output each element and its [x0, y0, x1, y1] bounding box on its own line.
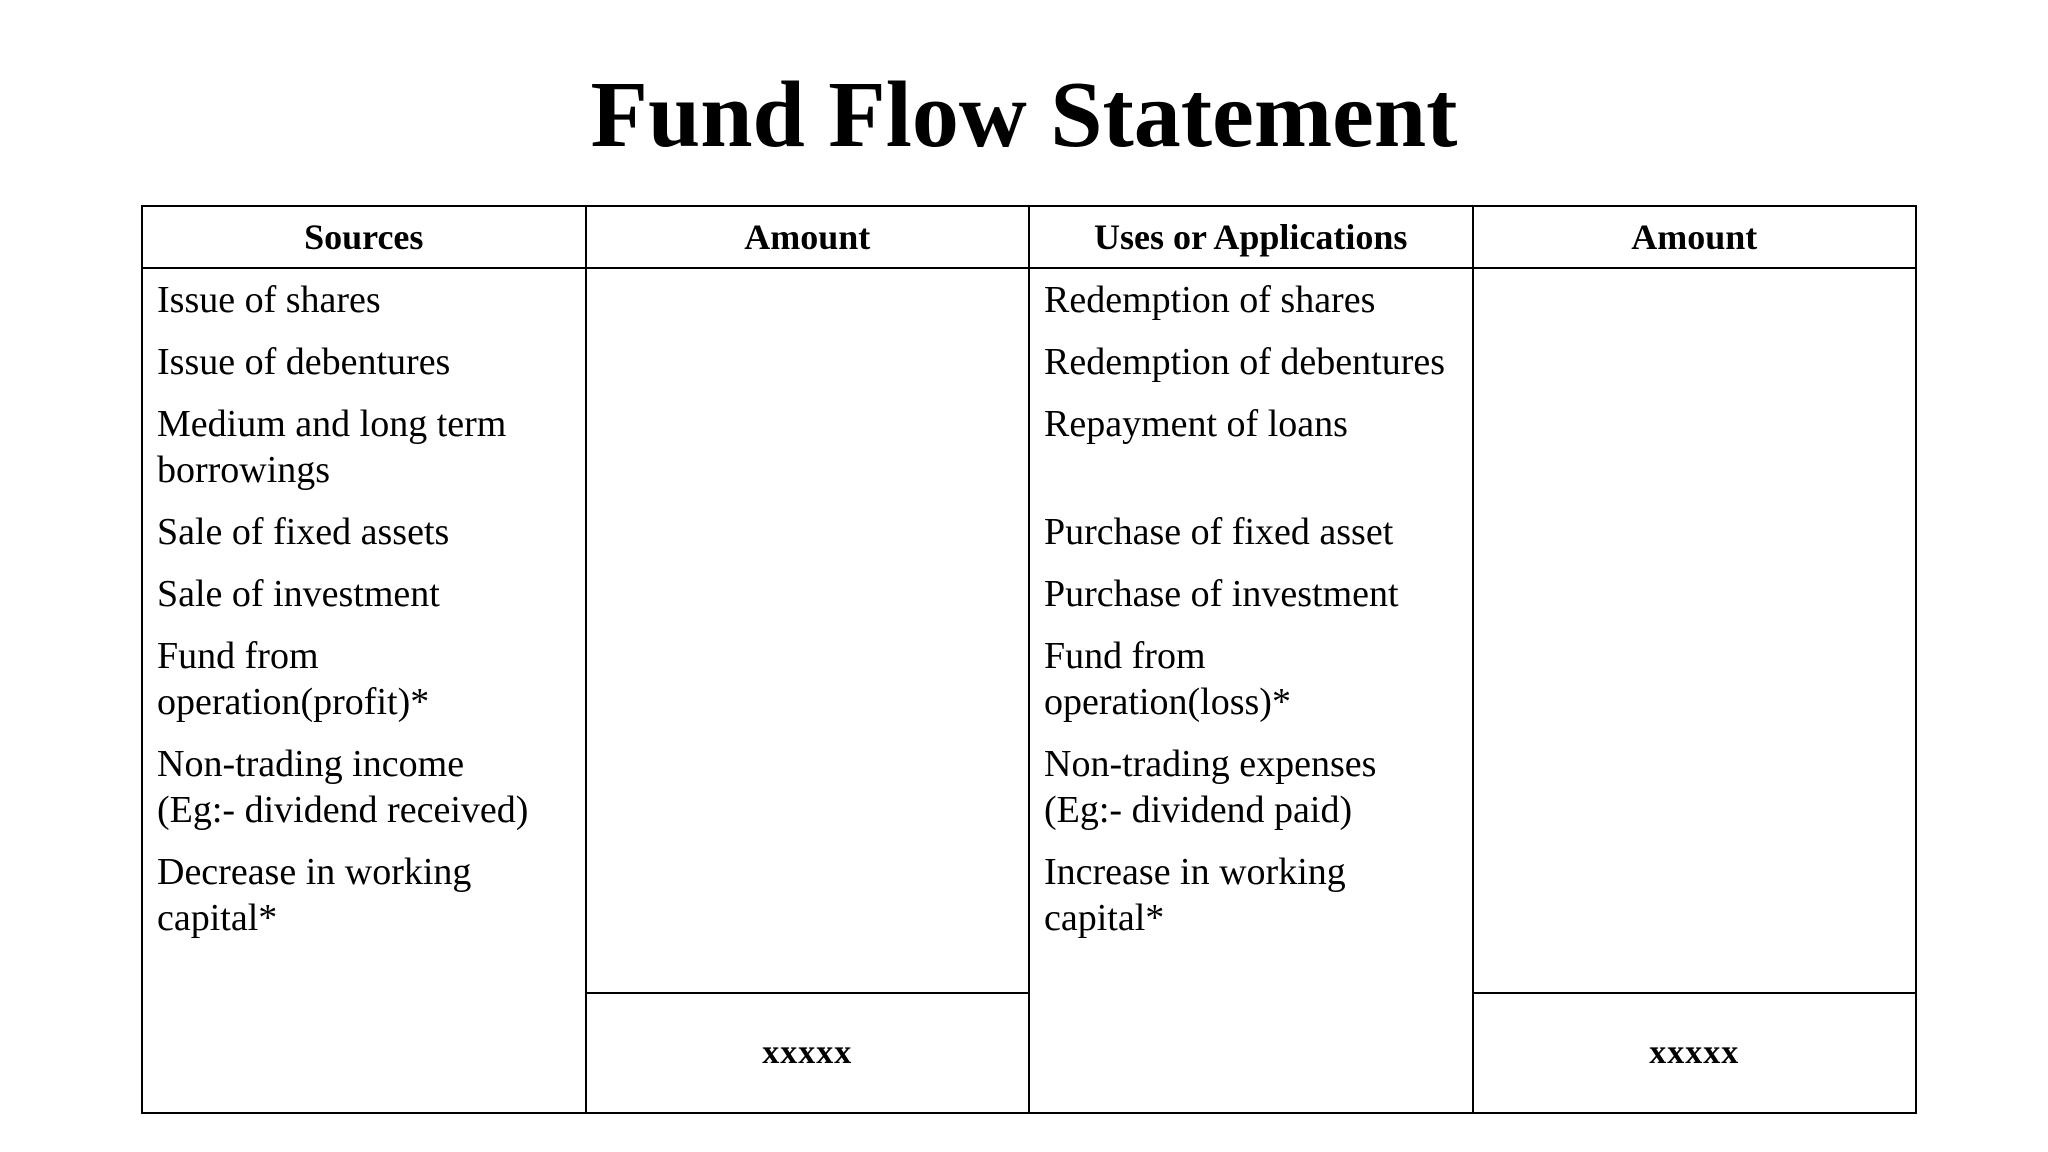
uses-total: xxxxx: [1473, 993, 1917, 1113]
sources-list: [143, 269, 585, 941]
uses-cell: [1029, 268, 1473, 1113]
sources-total: xxxxx: [586, 993, 1030, 1113]
list-item: Issue of shares: [157, 279, 381, 321]
list-item: Decrease in working capital*: [157, 851, 472, 939]
list-item: Redemption of debentures: [1044, 341, 1446, 383]
header-uses: Uses or Applications: [1029, 206, 1473, 268]
list-item: Sale of investment: [157, 573, 440, 615]
list-item: Medium and long term borrowings: [157, 403, 507, 491]
header-sources-amount: Amount: [586, 206, 1030, 268]
list-item: Issue of debentures: [157, 341, 451, 383]
list-item: Fund from operation(loss)*: [1044, 635, 1291, 723]
sources-amount-cell: [586, 268, 1030, 993]
uses-list: [1030, 269, 1472, 941]
header-sources: Sources: [142, 206, 586, 268]
list-item: Fund from operation(profit)*: [157, 635, 430, 723]
uses-amount-cell: [1473, 268, 1917, 993]
body-row: [142, 268, 1916, 993]
list-item: Sale of fixed assets: [157, 511, 450, 553]
fund-flow-table: [141, 205, 1917, 1114]
list-item: Non-trading income (Eg:- dividend received): [157, 743, 529, 831]
page-title: Fund Flow Statement: [590, 63, 1458, 167]
list-item: Redemption of shares: [1044, 279, 1376, 321]
list-item: Repayment of loans: [1044, 403, 1348, 445]
sources-cell: [142, 268, 586, 1113]
header-uses-amount: Amount: [1473, 206, 1917, 268]
list-item: Non-trading expenses (Eg:- dividend paid): [1044, 743, 1377, 831]
header-row: [142, 206, 1916, 268]
list-item: Purchase of fixed asset: [1044, 511, 1394, 553]
list-item: Increase in working capital*: [1044, 851, 1346, 939]
list-item: Purchase of investment: [1044, 573, 1399, 615]
